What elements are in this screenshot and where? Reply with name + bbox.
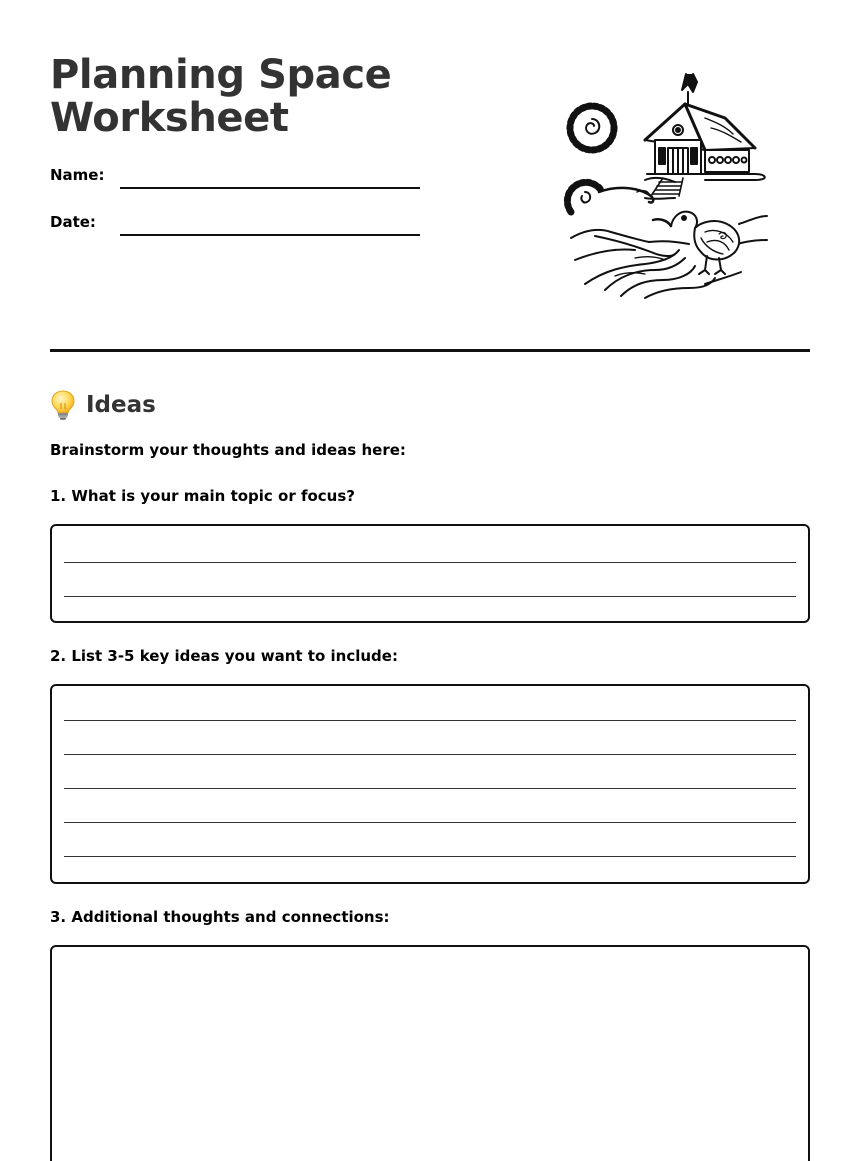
steps	[645, 178, 683, 199]
section-title: Ideas	[86, 392, 156, 418]
title-line-1: Planning Space	[50, 52, 392, 98]
house	[645, 74, 765, 182]
ideas-section-heading	[50, 388, 156, 422]
question-2-label: 2. List 3-5 key ideas you want to include:	[50, 647, 398, 665]
writing-line	[64, 788, 796, 789]
question-1-label: 1. What is your main topic or focus?	[50, 487, 355, 505]
writing-line	[64, 754, 796, 755]
sun-spiral-icon	[570, 106, 614, 150]
date-field[interactable]	[120, 234, 420, 236]
question-2-answer-box[interactable]	[50, 684, 810, 884]
header-divider	[50, 349, 810, 352]
writing-line	[64, 720, 796, 721]
sun-spiral-small-icon	[567, 182, 653, 212]
date-label: Date:	[50, 213, 96, 231]
wharenui-landscape-illustration	[555, 70, 775, 302]
name-field[interactable]	[120, 187, 420, 189]
question-3-label: 3. Additional thoughts and connections:	[50, 908, 390, 926]
lightbulb-icon	[50, 389, 76, 421]
section-intro: Brainstorm your thoughts and ideas here:	[50, 441, 406, 459]
name-label: Name:	[50, 166, 105, 184]
question-3-answer-box[interactable]	[50, 945, 810, 1161]
hills-river	[571, 216, 767, 298]
worksheet-title	[50, 54, 470, 140]
bird	[653, 212, 739, 274]
writing-line	[64, 822, 796, 823]
writing-line	[64, 856, 796, 857]
writing-line	[64, 596, 796, 597]
question-1-answer-box[interactable]	[50, 524, 810, 623]
title-line-2: Worksheet	[50, 95, 289, 141]
writing-line	[64, 562, 796, 563]
